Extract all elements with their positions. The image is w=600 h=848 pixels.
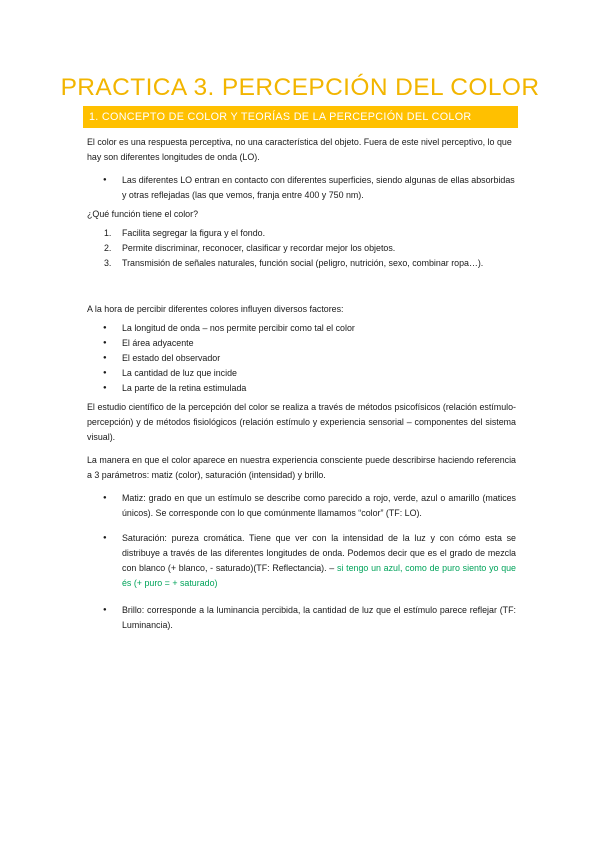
- section-heading: 1. CONCEPTO DE COLOR Y TEORÍAS DE LA PERCEPCIÓN DEL COLOR: [89, 111, 472, 123]
- list-item: ● La parte de la retina estimulada: [87, 381, 516, 396]
- saturacion-note: si tengo un azul, como de puro siento yo que és (+ puro = + saturado): [122, 563, 516, 588]
- parameters-list: [87, 491, 516, 633]
- list-item: ● El área adyacente: [87, 336, 516, 351]
- function-list: [87, 226, 516, 271]
- saturacion-text: Saturación: pureza cromática. Tiene que ver con la intensidad de la luz y con cómo esta se distribuye a través de las diferentes longitudes de onda. Podemos decir que es el grado de mezcla con blanco (+ blanco, - saturado)(TF: Reflectancia). –: [122, 533, 516, 573]
- list-item: ● Las diferentes LO entran en contacto con diferentes superficies, siendo algunas de ellas absorbidas y otras reflejadas (las que vemos, franja entre 400 y 750 nm).: [87, 173, 516, 203]
- list-item-brillo: ● Brillo: corresponde a la luminancia percibida, la cantidad de luz que el estímulo parece reflejar (TF: Luminancia).: [87, 603, 516, 633]
- document-body: [87, 135, 516, 633]
- list-item: ● La cantidad de luz que incide: [87, 366, 516, 381]
- factors-list: [87, 321, 516, 396]
- list-item-saturacion: [87, 531, 516, 591]
- list-number: 3.: [104, 258, 112, 268]
- intro-bullet-list: [87, 173, 516, 203]
- list-text: Facilita segregar la figura y el fondo.: [122, 228, 266, 238]
- list-item: [87, 226, 516, 241]
- intro-paragraph: El color es una respuesta perceptiva, no una característica del objeto. Fuera de este nivel perceptivo, lo que hay son diferentes longitudes de onda (LO).: [87, 137, 512, 162]
- list-number: 2.: [104, 243, 112, 253]
- question-heading: ¿Qué función tiene el color?: [87, 209, 199, 219]
- list-item: ● La longitud de onda – nos permite percibir como tal el color: [87, 321, 516, 336]
- list-text: Transmisión de señales naturales, función social (peligro, nutrición, sexo, combinar ropa…).: [122, 258, 484, 268]
- page-title: PRACTICA 3. PERCEPCIÓN DEL COLOR: [60, 74, 540, 101]
- list-number: 1.: [104, 228, 112, 238]
- list-text: Permite discriminar, reconocer, clasificar y recordar mejor los objetos.: [122, 243, 396, 253]
- parameters-paragraph: La manera en que el color aparece en nuestra experiencia consciente puede describirse haciendo referencia a 3 parámetros: matiz (color), saturación (intensidad) y brillo.: [87, 455, 516, 480]
- list-item: [87, 256, 516, 271]
- list-item: ● El estado del observador: [87, 351, 516, 366]
- section-banner: [83, 106, 518, 128]
- list-item: [87, 241, 516, 256]
- list-item-matiz: ● Matiz: grado en que un estímulo se describe como parecido a rojo, verde, azul o amarillo (matices únicos). Se corresponde con lo que comúnmente llamamos “color” (TF: LO).: [87, 491, 516, 521]
- scientific-paragraph: El estudio científico de la percepción del color se realiza a través de métodos psicofísicos (relación estímulo-percepción) y de métodos fisiológicos (relación estímulo y experiencia sensorial – componentes del sistema visual).: [87, 402, 516, 442]
- factors-intro: A la hora de percibir diferentes colores influyen diversos factores:: [87, 304, 344, 314]
